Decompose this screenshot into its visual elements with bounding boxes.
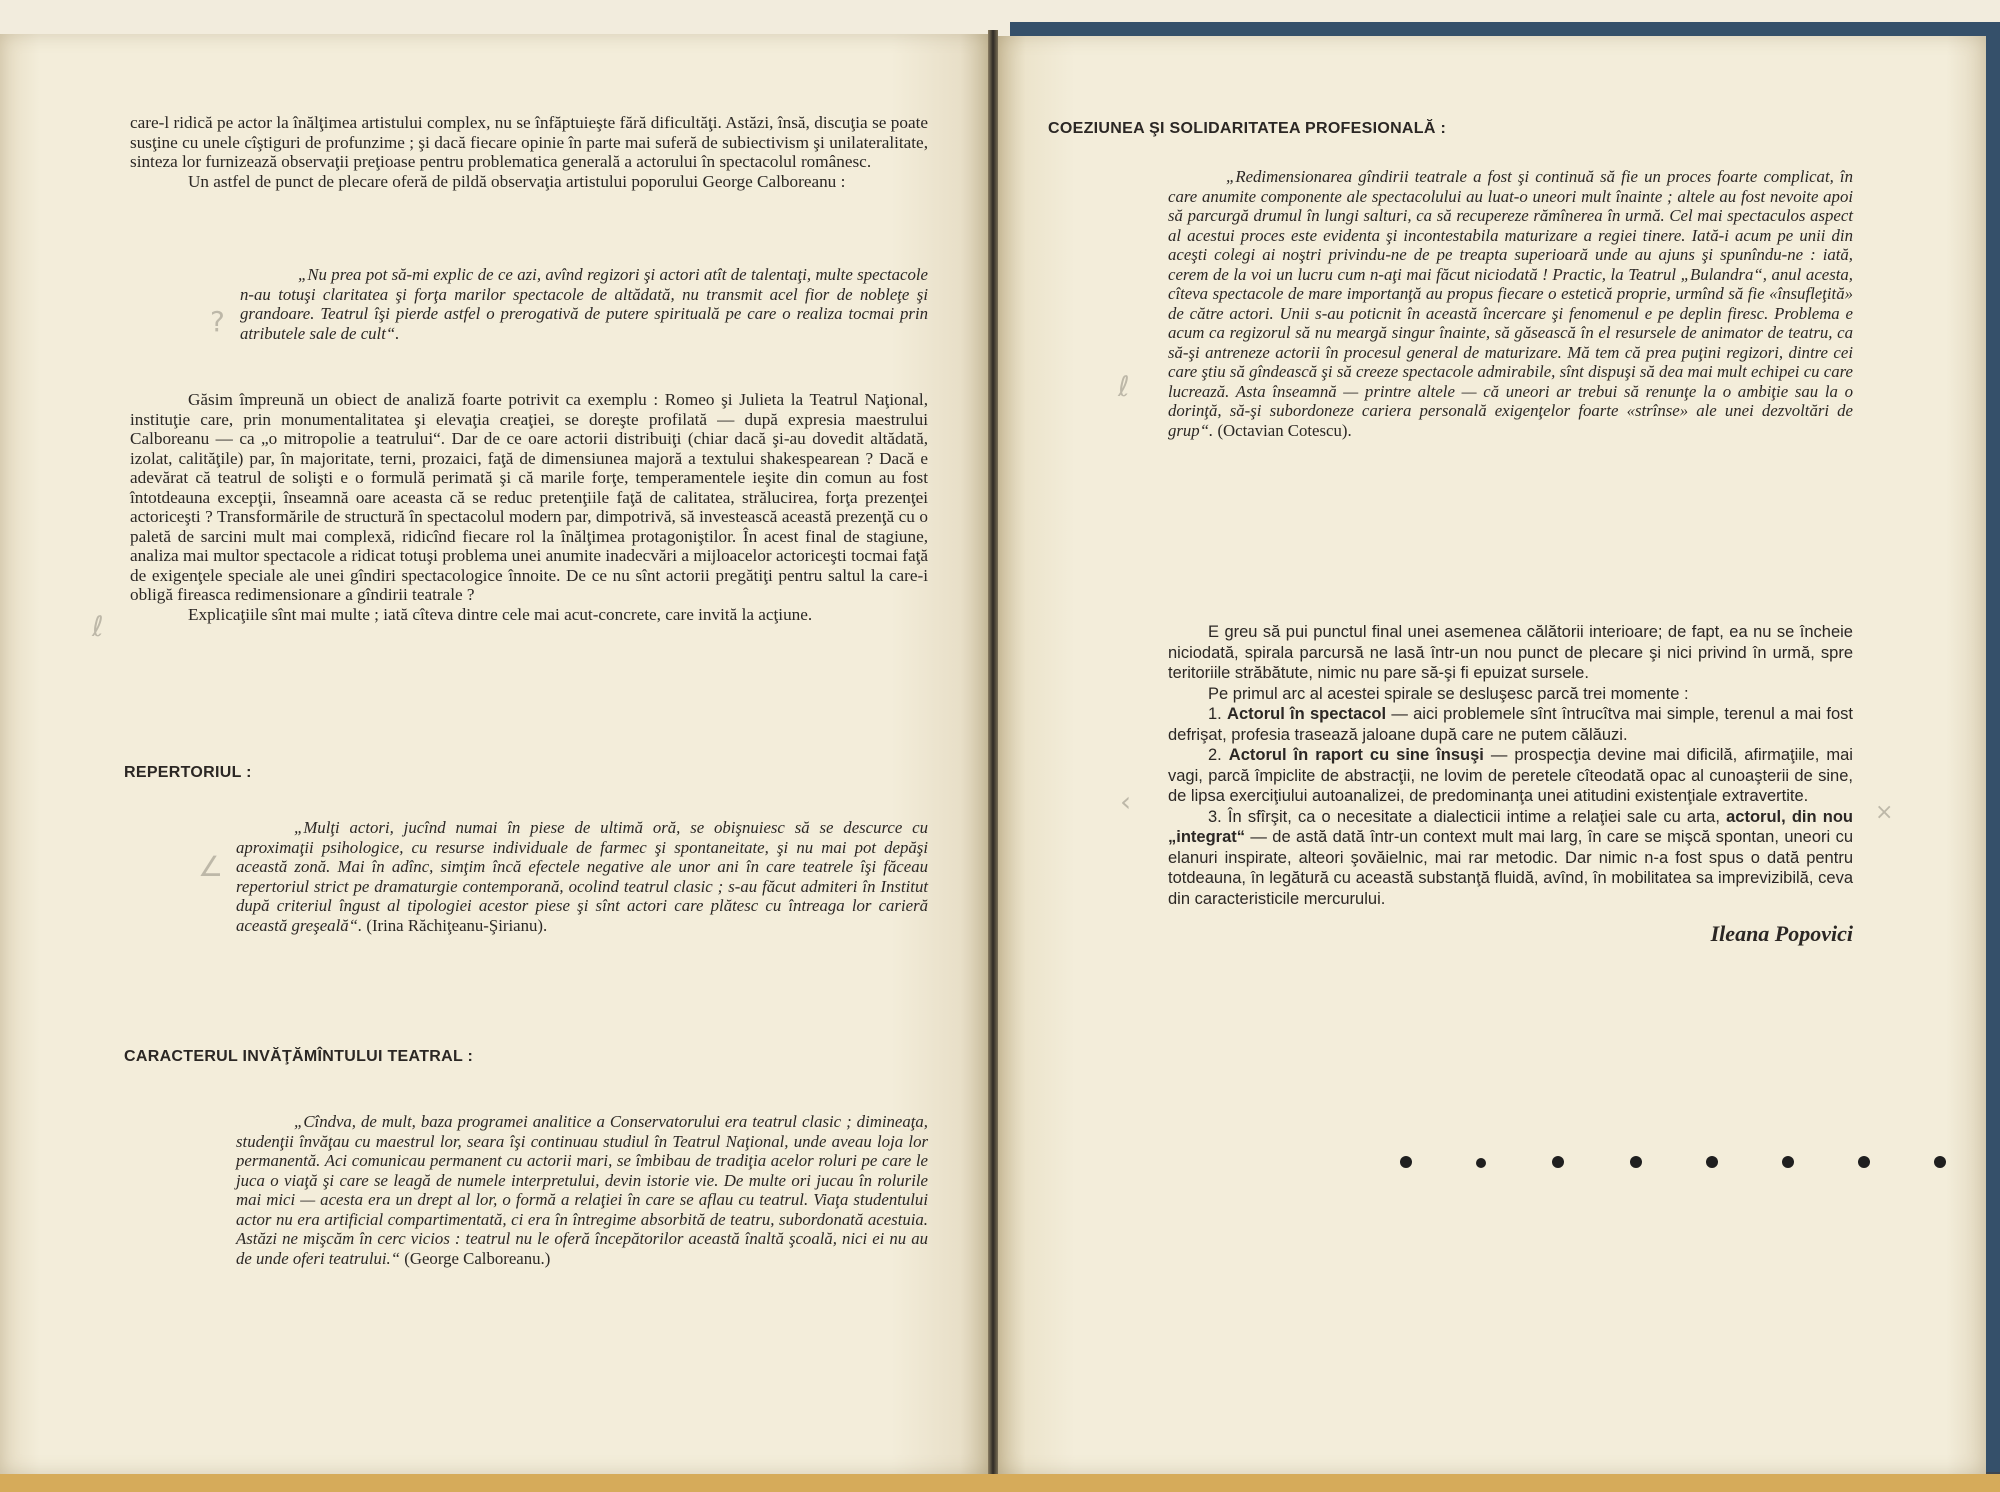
conclusion-item-3 <box>1168 807 1853 910</box>
ornament-dot-icon <box>1400 1156 1412 1168</box>
item-3-title: actorul, din nou „integrat“ <box>1168 807 1853 846</box>
left-paragraph-3: Găsim împreună un obiect de analiză foarte potrivit ca exemplu : Romeo şi Julieta la Teatrul Naţional, instituţie care, prin monumentalitatea şi elevaţia creaţiei, se doreşte profilată — după expresia maestrului Calboreanu — ca „o mitropolie a teatrului“. Dar de ce oare actorii distribuiţi (chiar dacă şi-au dovedit altădată, izolat, calităţile) par, în majoritate, terni, prozaici, faţă de dimensiunea majoră a textului shakespearean ? Dacă e adevărat că teatrul de solişti e o formulă perimată şi că marile forţe, temperamentele ieşite din comun au fost întotdeauna excepţii, înseamnă oare aceasta că se reduc pretenţiile faţă de calitatea, strălucirea, forţa prezenţei actoriceşti ? Transformările de structură în spectacolul modern par, dimpotrivă, să investească această prezenţă cu o paletă de sarcini mult mai complexă, ridicînd fiecare rol la înălţimea protagoniştilor. În acest final de stagiune, analiza mai multor spectacole a ridicat totuşi problema unei anumite inadecvări a mijloacelor actoriceşti tocmai faţă de exigenţele speciale ale unei gîndiri spectacologice înnoite. De ce nu sînt actorii pregătiţi pentru saltul la care-i obligă fireasca redimensionare a gîndirii teatrale ? <box>130 390 928 604</box>
item-2-title: Actorul în raport cu sine însuşi <box>1228 746 1484 764</box>
pencil-mark-icon: ‹ <box>1120 785 1132 818</box>
left-paragraph-4: Explicaţiile sînt mai multe ; iată cîteva dintre cele mai acut-concrete, care invită la acţiune. <box>188 604 813 624</box>
conclusion-paragraph-2: Pe primul arc al acestei spirale se desluşesc parcă trei momente : <box>1208 684 1689 703</box>
conclusion-item-2 <box>1168 745 1853 807</box>
ornament-dot-icon <box>1934 1156 1946 1168</box>
ornament-dot-icon <box>1552 1156 1564 1168</box>
item-3-text: — de astă dată într-un context mult mai larg, în care se mişcă spontan, uneori cu elanuri inspirate, alteori şovăielnic, mai rar metodic. Dar nimic n-a fost spus o dată pentru totdeauna, în legătură cu această substanţă fluidă, avînd, în mobilitatea sa imprevizibilă, ceva din caracteristicile mercurului. <box>1168 828 1853 908</box>
item-1-title: Actorul în spectacol <box>1227 705 1387 723</box>
item-1-number: 1. <box>1208 705 1222 723</box>
pencil-mark-icon: × <box>1875 800 1894 825</box>
left-quote-repertoriul <box>236 818 928 935</box>
left-quote-calboreanu <box>240 265 928 343</box>
quote-repertoriul-author: (Irina Răchiţeanu-Şirianu). <box>366 915 548 935</box>
left-column-main <box>130 390 928 624</box>
quote-calboreanu-text: „Nu prea pot să-mi explic de ce azi, avînd regizori şi actori atît de talentaţi, multe spectacole n-au totuşi claritatea şi forţa marilor spectacole de altădată, nu transmit acel fior de nobleţe şi grandoare. Teatrul îşi pierde astfel o prerogativă de putere spirituală pe care o realiza tocmai prin atributele sale de cult“. <box>240 265 928 343</box>
item-2-text: — prospecţia devine mai dificilă, afirmaţiile, mai vagi, parcă împiclite de abstracţii, ne lovim de peretele cîteodată opac al cunoaşterii de sine, de lipsa exerciţiului autoanalizei, de predominanţa unei atitudini existenţiale extravertite. <box>1168 746 1853 805</box>
book-bottom-edge <box>0 1474 2000 1492</box>
quote-invatamant-body: „Cîndva, de mult, baza programei analitice a Conservatorului era teatrul clasic ; dimineaţa, studenţii învăţau cu maestrul lor, seara îşi continuau studiul în Teatrul Naţional, unde aveau loja lor permanentă. Aci comunicau permanent cu actorii mari, se îmbibau de tradiţia acelor roluri pe care le juca o viaţă şi care se leagă de numele interpretului, devin istorie vie. De multe ori jucau în rolurile mai mici — acesta era un drept al lor, o formă a relaţiei în care se aflau cu teatrul. Viaţa studentului actor nu era artificial compartimentată, ci era în întregime absorbită de teatru, subordonată acestuia. Astăzi ne mişcăm în cerc vicios : teatrul nu le oferă începătorilor această înaltă şcoală, nici ei nu au de unde oferi teatrului.“ <box>236 1112 928 1268</box>
item-2-number: 2. <box>1208 746 1222 764</box>
right-conclusion <box>1168 622 1853 947</box>
left-paragraph-2: Un astfel de punct de plecare oferă de pildă observaţia artistului poporului George Calboreanu : <box>188 171 846 191</box>
ornament-dot-icon <box>1706 1156 1718 1168</box>
left-quote-invatamant <box>236 1112 928 1268</box>
ornament-dot-icon <box>1858 1156 1870 1168</box>
book-gutter <box>988 30 998 1475</box>
quote-cotescu-text <box>1168 167 1853 440</box>
conclusion-paragraph-1: E greu să pui punctul final unei asemenea călătorii interioare; de fapt, ea nu se încheie niciodată, spirala parcursă ne lasă într-un nou punct de plecare şi nici privind în urmă, spre teritoriile străbătute, nimic nu pare să-şi fi epuizat sursele. <box>1168 623 1853 682</box>
pencil-mark-icon: ? <box>210 305 225 338</box>
quote-repertoriul-body: „Mulţi actori, jucînd numai în piese de ultimă oră, se obişnuiesc să se descurce cu aproximaţii psihologice, cu resurse individuale de farmec şi spontaneitate, şi nu mai pot depăşi această zonă. Mai în adînc, simţim încă efectele negative ale unor ani în care teatrele îşi făceau repertoriul strict pe dramaturgie contemporană, ocolind teatrul clasic ; s-au făcut admiteri în Institut după criteriul îngust al tipologiei acestor piese şi sînt actori care plătesc cu întreaga lor carieră această greşeală“. <box>236 818 928 935</box>
item-3-lead: În sfîrşit, ca o necesitate a dialecticii intime a relaţiei sale cu arta, <box>1227 807 1720 826</box>
pencil-mark-icon: ℓ <box>92 610 104 643</box>
conclusion-item-1 <box>1168 704 1853 745</box>
heading-repertoriul: REPERTORIUL : <box>124 764 252 781</box>
pencil-mark-icon: ℓ <box>1118 370 1130 403</box>
ornament-dot-icon <box>1630 1156 1642 1168</box>
quote-invatamant-author: (George Calboreanu.) <box>404 1248 551 1268</box>
right-quote-cotescu <box>1168 167 1853 440</box>
item-1-text: — aici problemele sînt întrucîtva mai simple, terenul a mai fost defrişat, profesia trasează jaloane după care ne putem călăuzi. <box>1168 705 1853 744</box>
author-signature: Ileana Popovici <box>1710 921 1853 946</box>
pencil-mark-icon: ∠ <box>198 850 224 883</box>
ornament-dot-icon <box>1476 1158 1486 1168</box>
quote-repertoriul-text <box>236 818 928 935</box>
left-paragraph-1: care-l ridică pe actor la înălţimea artistului complex, nu se înfăptuieşte fără dificultăţi. Astăzi, însă, discuţia se poate susţine cu unele cîştiguri de profunzime ; şi dacă fiecare opinie în parte mai suferă de subiectivism şi unilateralitate, sinteza lor furnizează observaţii preţioase pentru problematica generală a actorului în spectacolul românesc. <box>130 113 928 171</box>
quote-cotescu-author: (Octavian Cotescu). <box>1217 420 1352 440</box>
ornament-dot-icon <box>1782 1156 1794 1168</box>
left-column <box>130 113 928 191</box>
quote-cotescu-body: „Redimensionarea gîndirii teatrale a fost şi continuă să fie un proces foarte complicat, în care anumite componente ale spectacolului au luat-o uneori mult înainte ; altele au fost nevoite apoi să parcurgă drumul în lungi salturi, ca să recupereze rămînerea în urmă. Cel mai spectaculos aspect al acestui proces este evidenta şi incontestabila maturizare a regiei tinere. Iată-i acum pe unii din aceşti colegi ai noştri privindu-ne de pe treapta superioară unde au ajuns şi spunîndu-ne : iată, cerem de la voi un lucru cum n-aţi mai făcut niciodată ! Practic, la Teatrul „Bulandra“, anul acesta, cîteva spectacole de mare importanţă au propus fiecare o estetică proprie, urmînd să fie «însufleţită» de către actori. Unii s-au poticnit în această încercare şi fenomenul e pe deplin firesc. Problema e acum ca regizorul să nu meargă singur înainte, să găsească în el resursele de animator de teatru, ca să-şi antreneze actorii în procesul general de maturizare. Mă tem că prea puţini regizori, dintre cei care ştiu să gîndească şi să creeze spectacole admirabile, sînt dispuşi să dea mai mult echipei cu care lucrează. Asta înseamnă — printre altele — că uneori ar trebui să renunţe la o ambiţie sau la o dorinţă, să-şi subordoneze cariera personală exigenţelor foarte «strînse» ale unei dezvoltări de grup“. <box>1168 167 1853 440</box>
item-3-number: 3. <box>1208 807 1222 826</box>
heading-invatamant: CARACTERUL INVĂŢĂMÎNTULUI TEATRAL : <box>124 1048 474 1065</box>
quote-invatamant-text <box>236 1112 928 1268</box>
heading-coeziunea: COEZIUNEA ŞI SOLIDARITATEA PROFESIONALĂ : <box>1048 120 1447 137</box>
